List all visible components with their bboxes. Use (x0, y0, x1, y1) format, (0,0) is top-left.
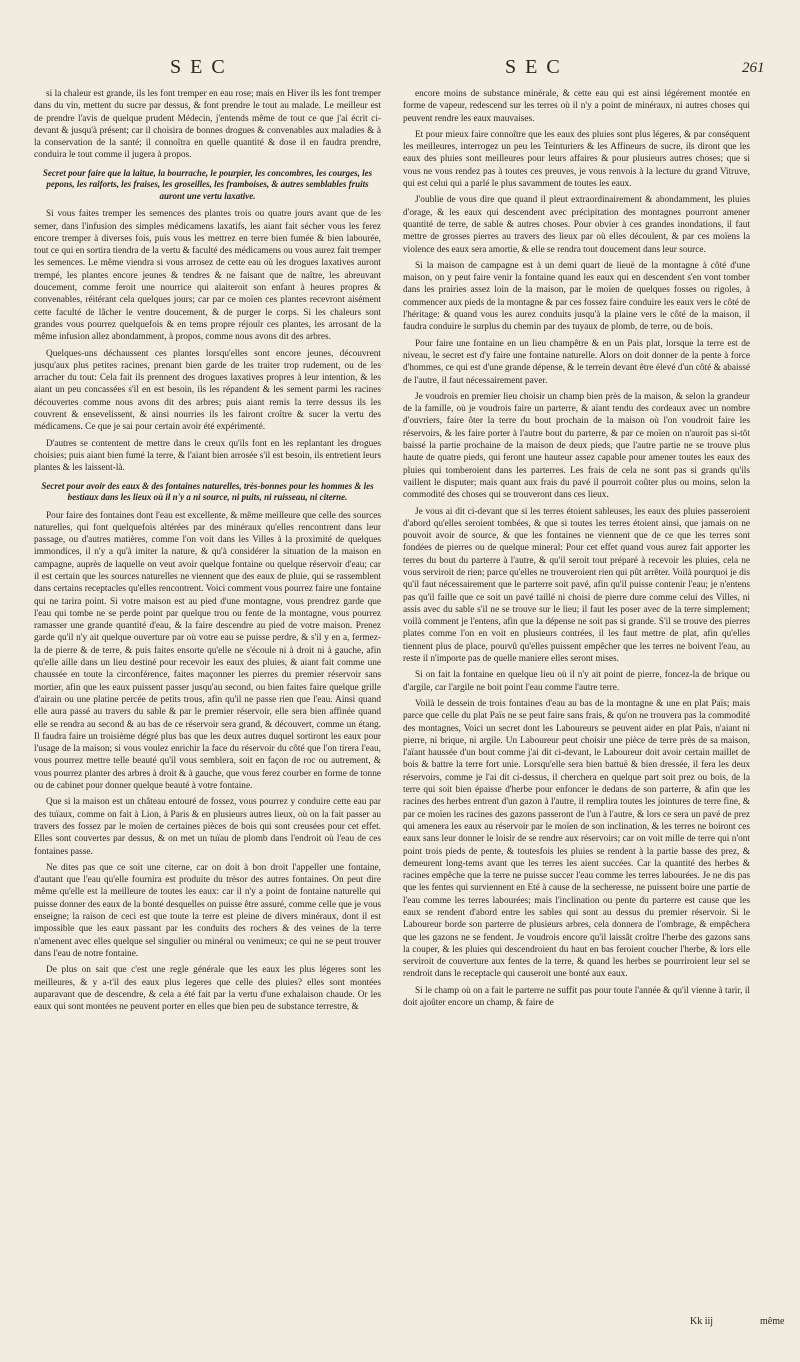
paragraph: Ne dites pas que ce soit une citerne, car on doit à bon droit l'appeller une fontaine, d'autant que l'eau qu'elle fournira est produite du trésor des autres fontaines. On peut dire même qu'elle est la meilleure de toutes les eaux: car il n'y a point de fontaine naturelle qui puisse donner des eaux de la bonté desquelles on puisse être assuré, comme celle que je vous enseigne; la raison de ceci est que toute la terre est pleine de divers minéraux, dont il est impossible que les eaux passant par les conduits des rochers & des veines de la terre n'amenent avec elles quelque sel singulier ou minéral ou venimeux; ce qui ne se peut trouver dans l'eau de notre fontaine. (34, 862, 381, 959)
paragraph: De plus on sait que c'est une regle générale que les eaux les plus légeres sont les meilleures, & y a-t'il des eaux plus legeres que celle des pluies? elles sont montées auparavant que de descendre, & cela a été fait par la vertu d'une exhalaison chaude. Or les eaux qui sont montées ne peuvent porter en elles que bien peu de substance terrestre, & (34, 965, 381, 1013)
paragraph: Si le champ où on a fait le parterre ne suffit pas pour toute l'année & qu'il vienne à tarir, il doit ajoûter encore un champ, & faire de (403, 985, 750, 1009)
paragraph: Je voudrois en premier lieu choisir un champ bien près de la maison, & selon la grandeur de la famille, où je voudrois faire un parterre, & aïant tendu des cordeaux avec un nombre d'ouvriers, faire ôter la terre du bout prochain de la maison où l'on voudroit faire les réservoirs, & les faire porter à l'autre bout du parterre, & par ce moïen on n'auroit pas si-tôt baissé la partie prochaine de la maison de deux pieds, que l'autre partie ne se trouve plus haute de quatre pieds, qui feront une hauteur assez capable pour amener toutes les eaux des pluies qui tomberoient dans les parterres. Les frais de cela ne sont pas si grands qu'ils vaillent le disputer; mais quant aux frais du pavé il pourroit coûter plus ou moins, selon la commodité des choses qui se trouveront dans ces lieux. (403, 391, 750, 501)
paragraph: Que si la maison est un château entouré de fossez, vous pourrez y conduire cette eau par des tuïaux, comme on fait à Lion, à Paris & en plusieurs autres lieux, où on la fait passer au travers des fossez par le moïen de certaines pièces de bois qui sont creusées pour cet effet. Elles sont couvertes par dessus, & on met un tuïau de plomb dans l'endroit où l'eau de ces fontaines passe. (34, 797, 381, 857)
left-running-head: SEC (170, 56, 234, 78)
paragraph: D'autres se contentent de mettre dans le creux qu'ils font en les replantant les drogues choisies; puis aiant bien fumé la terre, & l'aiant bien arrosée s'il est besoin, ils entretient leurs plantes & les laissent-là. (34, 438, 381, 474)
paragraph: J'oublie de vous dire que quand il pleut extraordinairement & abondamment, les pluies d'orage, & les eaux qui descendent avec précipitation des montagnes pourront amener quantité de terre, de sable & autres choses. Pour obvier à ces grandes inondations, il faut mettre de grosses pierres au travers des lieux par où elles découlent, & par ces moïens la violence des eaux sera amortie, & elle se rendra tout doucement dans leur source. (403, 195, 750, 255)
page-number: 261 (742, 60, 765, 76)
paragraph: Si on fait la fontaine en quelque lieu où il n'y ait point de pierre, foncez-la de brique ou d'argile, car l'argile ne boit point l'eau comme l'autre terre. (403, 670, 750, 693)
running-head (0, 56, 800, 86)
paragraph: Si vous faites tremper les semences des plantes trois ou quatre jours avant que de les semer, dans l'infusion des simples médicamens laxatifs, les aiant fait sécher vous les ferez encore tremper à diverses fois, puis vous les mettrez en terre bien fumée & bien labourée, tout ce qui en sortira tiendra de la vertu & faculté des médicamens ou vous aurez fait tremper les semences. Le même viendra si vous arrosez de cette eau où les drogues laxatives auront trempé, les plantes encore jeunes & tendres & ne faisant que de naître, les abreuvant doucement, comme feroit une nourrice qui alaiteroit son enfant à heures propres & convenables, réitérant cela quelques jours; car par ce moïen ces plantes recevront aisément cette faculté de lâcher le ventre doucement, & de purger le corps. Si les chaleurs sont grandes vous pourrez quelquefois & en tems propre réjouïr ces plantes, les arrosant de la même infusion allez abondamment, à propos, comme nous avons dit des arbres. (34, 209, 381, 343)
right-running-head: SEC (505, 56, 569, 78)
left-column (34, 88, 381, 1017)
catchword: même (760, 1316, 785, 1327)
paragraph: Si la maison de campagne est à un demi quart de lieuë de la montagne à côté d'une maison, on y peut faire venir la fontaine quand les eaux qui en descendent s'en vont tomber dans les prairies assez loin de la maison, par le moïen de quelques fosses ou rigoles, à commencer aux pieds de la montagne & par ces fossez faire conduire les eaux vers le côté de l'héritage: & quand vous les aurez conduits jusqu'à la plaine vers le côté de la maison, il faudra conduire le surplus du chemin par des tuyaux de plomb, de terre, ou de bois. (403, 260, 750, 333)
section-heading: Secret pour faire que la laitue, la bourrache, le pourpier, les concombres, les courges, les pepons, les raiforts, les fraises, les groseilles, les framboises, & autres semblables fruits auront une vertu laxative. (42, 167, 373, 201)
right-column (403, 88, 750, 1013)
section-heading: Secret pour avoir des eaux & des fontaines naturelles, très-bonnes pour les hommes & les bestiaux dans les lieux où il n'y a ni source, ni puits, ni ruisseau, ni citerne. (41, 480, 374, 503)
paragraph: si la chaleur est grande, ils les font tremper en eau rose; mais en Hiver ils les font tremper dans du vin, mettent du sucre par dessus, & font prendre le tout au malade. Le meilleur est de prendre l'avis de quelque prudent Médecin, j'entends même de tout ce que j'ai écrit ci-devant & jusqu'à présent; car il choisira de bonnes drogues & convenables aux maladies & à la conservation de la santé; il connoîtra en quelle quantité & dose il en faudra prendre, conduira le tout comme il jugera à propos. (34, 89, 381, 161)
paragraph: Et pour mieux faire connoître que les eaux des pluies sont plus légeres, & par conséquent les meilleures, interrogez un peu les Teinturiers & les Affineurs de sucre, ils diront que les eaux des pluies sont meilleures pour leurs affaires & pour plusieurs autres choses; que si vous ne vous rendez pas à toutes ces preuves, je vous renvois à la lecture du grand Vitruve, qui est celui qui a parlé le plus savamment de toutes les eaux. (403, 129, 750, 190)
paragraph: Pour faire des fontaines dont l'eau est excellente, & même meilleure que celle des sources naturelles, qui font quelquefois altérées par des minéraux qu'elles rencontrent dans leur passage, ou d'autres matières, comme l'on voit dans les Villes à la proximité de quelques immondices, il n'y a qu'à imiter la nature, & qu'à considérer la situation de la maison en campagne, auprès de laquelle on veut avoir quelque fontaine ou quelque réservoir d'eau; car il est certain que les sources naturelles ne viennent que des eaux de pluie, qui se rassemblent dans certains receptacles qu'elles rencontrent. Voici comment vous pourrez faire une fontaine qui ne tarira point. Si votre maison est au pied d'une montagne, vous prendrez garde que l'eau qui tombe ne se perde point par quelque trou ou fente de la montagne, vous pourrez ramasser une grande quantité d'eau, & la faire descendre au pied de votre maison. Prenez garde qu'il n'y ait quelque ouverture par où votre eau se puisse perdre, & s'il y en a, fermez-la de pierre & de terre, & puis faites ensorte qu'elle ne s'écoule ni à droit ni à gauche, afin qu'elle aille dans un lieu destiné pour recevoir les eaux des pluies, & aiant fait comme une chaussée en toute la circonférence, faites maçonner les pierres du premier réservoir sans mortier, afin que les eaux puissent passer jusqu'au second, ou bien faites faire quelque grille d'airain ou une platine percée de petits trous, afin qu'il ne passe rien que l'eau. Ainsi quand elle aura passé au travers du sable & par le premier réservoir, elle sera bien affinée quand elle se rendra au second & au bas de ce réservoir sera grand, & découvert, comme un étang. Il faudra faire un troisième dégré plus bas que les deux autres duquel sortiront les eaux pour l'usage de la maison; si vous voulez enrichir la face du réservoir du côté que l'on tirera l'eau, vous pourrez mettre telle beauté qu'il vous semblera, soit en façon de roc ou autrement, & vous pourrez planter des arbres à droit & à gauche, que vous ferez courber en forme de tonne ou de cabinet pour donner quelque beauté à votre fontaine. (34, 510, 381, 792)
paragraph: Pour faire une fontaine en un lieu champêtre & en un Pais plat, lorsque la terre est de niveau, le secret est d'y faire une fontaine naturelle. Alors on doit donner de la pente à force d'hommes, ce qui est d'une grande dépense, & le terrein devant être élevé d'un côté & abaissé de l'autre, il faut nécessairement paver. (403, 338, 750, 386)
paragraph: encore moins de substance minérale, & cette eau qui est ainsi légérement montée en forme de vapeur, redescend sur les terres où il n'y a point de minéraux, ni autres choses qui peuvent rendre les eaux mauvaises. (403, 89, 750, 124)
paragraph: Voilà le dessein de trois fontaines d'eau au bas de la montagne & une en plat Païs; mais parce que celle du plat Païs ne se peut faire sans frais, & qu'on ne trouvera pas la commodité des montagnes, Voici un secret dont les Laboureurs se peuvent aider en plat Païs, n'aiant ni pierre, ni brique, ni argile. Un Laboureur peut choisir une pièce de terre près de sa maison, l'aïant haussée d'un bout comme j'ai dit ci-devant, le Laboureur doit avoir certain maillet de bois & battre la terre fort unie. Lorsqu'elle sera bien battuë & bien dressée, il fera les deux réservoirs, comme je l'ai dit ci-dessus, il cherchera en quelque part soit prez ou bois, de la terre qui soit bien épaisse d'herbe pour enfoncer le dedans de son parterre, & afin que les racines des herbes entrent d'un gazon à l'autre, il remplira toutes les jointures de terre fine, & par ce moïen les racines des gazons passeront de l'un à l'autre, & lors ce sera un pavé de prez qui amenera les eaux au réservoir par le moïen de son inclination, & les terres ne boiront ces eaux sans leur donner le loisir de se rendre aux réservoirs; car on voit mille de terre qui n'ont point trois pieds de pente, & toutesfois les pluies se rendent à la partie basse des prez, & demeurent long-tems avant que les terres les aient succées. Car la quantité des herbes & racines empêche que la terre ne puisse succer l'eau comme les terres labourées. Je ne dis pas que les fentes qui surviennent en Eté à cause de la secheresse, ne puissent boire une partie de l'eau comme les terres labourées; mais l'inclination ou pente du parterre est cause que les eaux se rendent d'abord entre les sables qui sont au dessus du premier réservoir. Si le Laboureur borde son parterre de plusieurs arbres, cela donnera de l'ombrage, & empêchera que les gazons ne se fendent. Je voudrois encore qu'il laissât croître l'herbe des gazons sans la couper, & les pluies qui descendroient du haut en bas feroient coucher l'herbe, & lors elle serviroit de couverture aux fentes de la terre, & quand les herbes se pourriroient leur sel se rendroit dans le receptacle qui causeroit une bonté aux eaux. (403, 698, 750, 980)
signature-mark: Kk iij (690, 1316, 714, 1327)
paragraph: Quelques-uns déchaussent ces plantes lorsqu'elles sont encore jeunes, découvrent jusqu'aux plus petites racines, prenant bien garde de les traiter trop rudement, ou de les arracher du tout: Cela fait ils prennent des drogues laxatives propres à leur intention, & les aiant un peu concassées s'il en est besoin, ils les répandent & les sement parmi les racines découvertes comme nous avons dit des arbres; puis aiant remis la terre dessus ils les couvrent & ensevelissent, & ainsi nourries ils les fairont croître & sucer la vertu des médicamens. Ce que je sai pour certain avoir été expérimenté. (34, 348, 381, 433)
paragraph: Je vous ai dit ci-devant que si les terres étoient sablеuses, les eaux des pluies passeroient d'abord qu'elles seroient tombées, & que si toutes les terres étoient ainsi, que jamais on ne pouvoit avoir de source, & que les fontaines ne viennent que de ce que les terres sont fondées de pierres ou de quelque mineral: Pour cet effet quand vous aurez fait apporter les terres du bout du parterre à l'autre, & qu'il seroit tout préparé à recevoir les pluies, cela ne vous serviroit de rien; parce qu'elles ne trouveroient rien qui pût arrêter. Voilà pourquoi je dis qu'il faut nécessairement que le parterre soit pavé, afin qu'il puisse contenir l'eau; je n'entens pas qu'il faille que ce soit un pavé taillé ni choisi de pierre dure comme celui des Villes, ni assis avec du sable s'il ne se trouve sur le lieu; il faut les poser avec de la terre simplement; voilà comment je l'entens, afin que la dépense ne soit pas si grande. S'il se trouve des pierres plates comme l'on en voit en plusieurs contrées, il les faut mettre de plat, afin qu'elles tiennent plus de place, pourvû qu'elles puissent empêcher que les terres ne boivent l'eau, au reste il n'importe pas de quelle maniere elles seront mises. (403, 506, 750, 665)
